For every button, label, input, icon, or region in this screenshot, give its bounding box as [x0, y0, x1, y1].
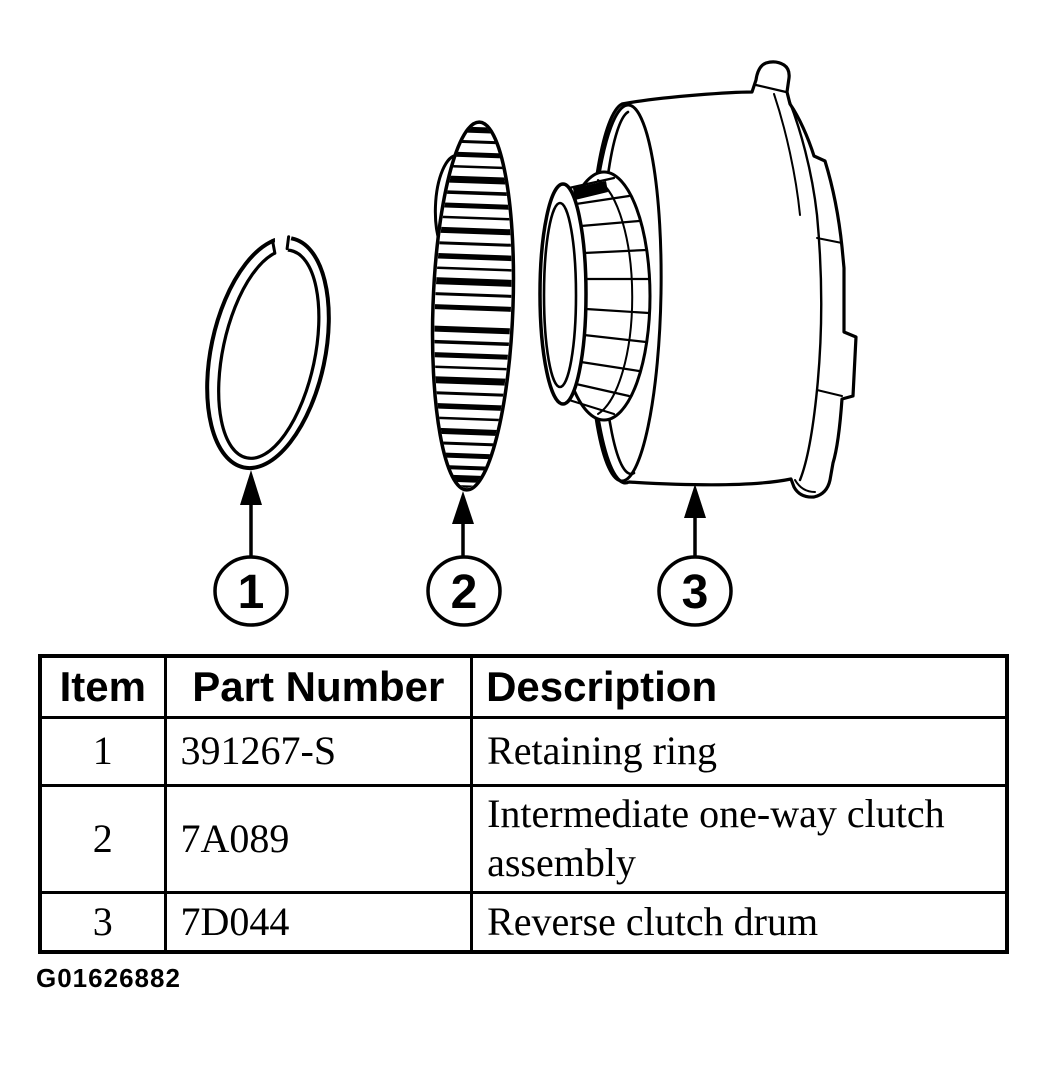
callout-3	[659, 484, 731, 625]
header-item: Item	[40, 656, 165, 718]
parts-table-wrap	[38, 654, 1009, 954]
cell-description: Intermediate one-way clutch assembly	[472, 786, 1007, 893]
table-row	[40, 893, 1007, 953]
callout-1-number: 1	[237, 566, 265, 619]
callout-2	[428, 491, 500, 625]
figure-code: G01626882	[36, 963, 181, 993]
header-part-number: Part Number	[165, 656, 472, 718]
cell-description: Retaining ring	[472, 718, 1007, 786]
callout-1	[215, 470, 287, 625]
table-header-row	[40, 656, 1007, 718]
callout-3-arrowhead-icon	[684, 484, 706, 518]
cell-part-number: 391267-S	[165, 718, 472, 786]
cell-description: Reverse clutch drum	[472, 893, 1007, 953]
parts-table	[38, 654, 1009, 954]
callout-3-number: 3	[681, 566, 709, 619]
cell-part-number: 7D044	[165, 893, 472, 953]
callout-2-number: 2	[450, 566, 478, 619]
one-way-clutch-drawing	[422, 121, 522, 492]
table-row	[40, 718, 1007, 786]
cell-item: 2	[40, 786, 165, 893]
cell-item: 3	[40, 893, 165, 953]
header-description: Description	[472, 656, 1007, 718]
cell-part-number: 7A089	[165, 786, 472, 893]
callout-1-arrowhead-icon	[240, 470, 262, 505]
table-row	[40, 786, 1007, 893]
retaining-ring-drawing	[188, 222, 349, 479]
callout-2-arrowhead-icon	[452, 491, 474, 524]
cell-item: 1	[40, 718, 165, 786]
bearing-hub-drawing	[540, 172, 650, 420]
